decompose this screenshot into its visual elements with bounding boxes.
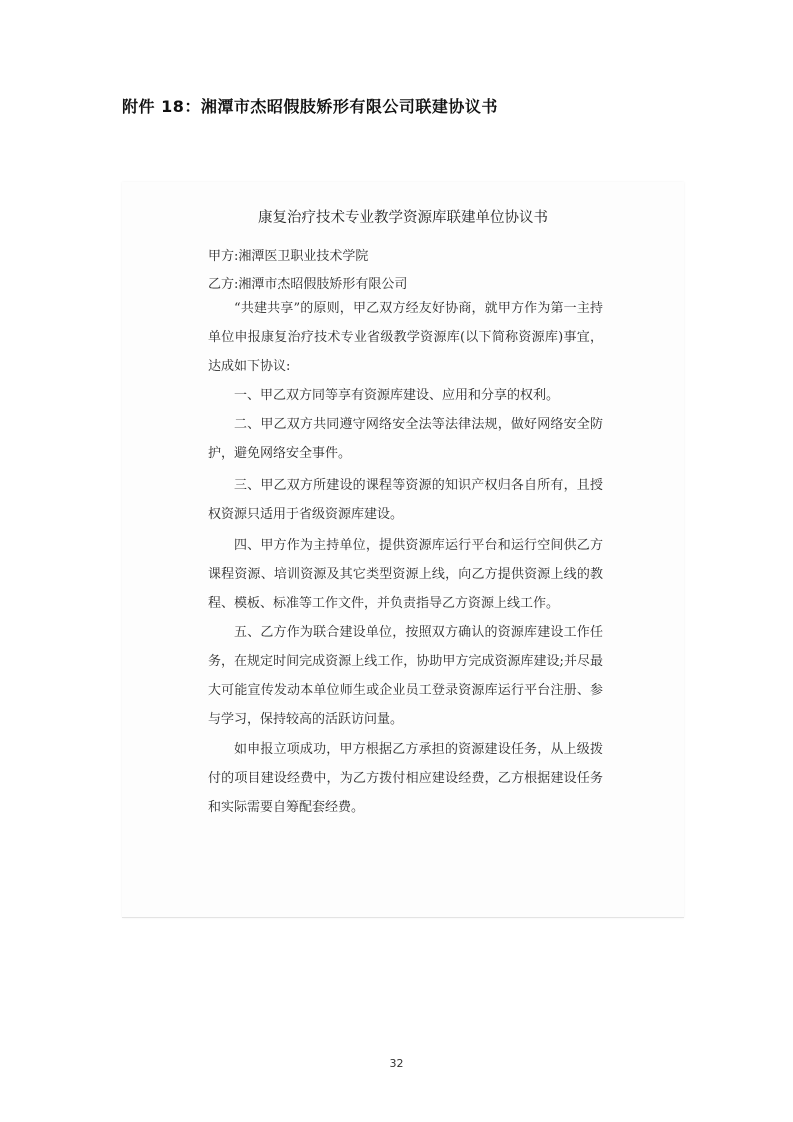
page-number: 32 [389, 1057, 404, 1070]
document-title: 康复治疗技术专业教学资源库联建单位协议书 [258, 210, 548, 226]
paragraph-intro: “共建共享”的原则，甲乙双方经友好协商，就甲方作为第一主持单位申报康复治疗技术专业省级教学资源库(以下简称资源库)事宜，达成如下协议: [208, 301, 603, 374]
attachment-header: 附件 18：湘潭市杰昭假肢矫形有限公司联建协议书 [122, 97, 498, 116]
paragraph-clause-2: 二、甲乙双方共同遵守网络安全法等法律法规，做好网络安全防护，避免网络安全事件。 [208, 417, 603, 461]
party-a-line: 甲方:湘潭医卫职业技术学院 [208, 249, 369, 264]
paragraph-clause-5: 五、乙方作为联合建设单位，按照双方确认的资源库建设工作任务，在规定时间完成资源上线工作，协助甲方完成资源库建设;并尽最大可能宣传发动本单位师生或企业员工登录资源库运行平台注册、参与学习，保持较高的活跃访问量。 [208, 625, 603, 727]
paragraph-clause-4: 四、甲方作为主持单位，提供资源库运行平台和运行空间供乙方课程资源、培训资源及其它类型资源上线，向乙方提供资源上线的教程、模板、标准等工作文件，并负责指导乙方资源上线工作。 [208, 538, 603, 611]
party-b-line: 乙方:湘潭市杰昭假肢矫形有限公司 [208, 277, 408, 292]
scanned-agreement-page [122, 182, 684, 918]
paragraph-clause-3: 三、甲乙双方所建设的课程等资源的知识产权归各自所有，且授权资源只适用于省级资源库建设。 [208, 478, 603, 522]
paragraph-funding: 如申报立项成功，甲方根据乙方承担的资源建设任务，从上级拨付的项目建设经费中，为乙方拨付相应建设经费，乙方根据建设任务和实际需要自筹配套经费。 [208, 742, 603, 815]
scan-bottom-edge [122, 917, 684, 918]
paragraph-clause-1: 一、甲乙双方同等享有资源库建设、应用和分享的权利。 [234, 388, 560, 403]
